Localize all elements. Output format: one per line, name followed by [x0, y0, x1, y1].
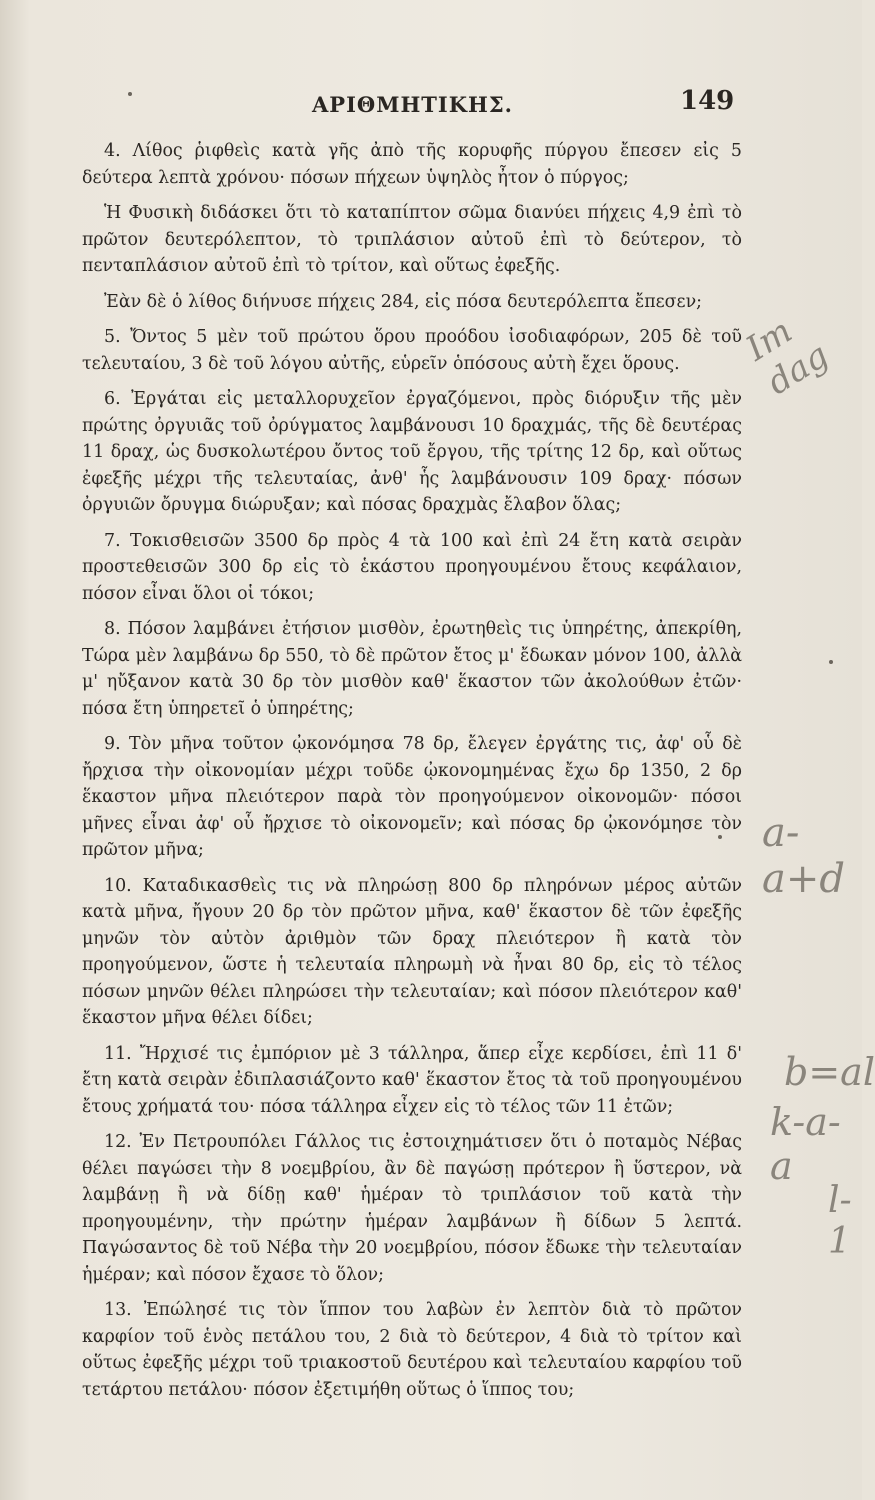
running-title: ΑΡΙΘΜΗΤΙΚΗΣ.	[312, 92, 513, 117]
problem-7: 7. Τοκισθεισῶν 3500 δρ πρὸς 4 τὰ 100 καὶ ἐπὶ 24 ἔτη κατὰ σειρὰν προστεθεισῶν 300 δρ εἰς τὸ ἑκάστου προηγουμένου ἔτους κεφάλαιον, πόσον εἶναι ὅλοι οἱ τόκοι;	[82, 530, 742, 604]
margin-handwriting-formula: a-a+d	[762, 810, 845, 902]
problem-4: 4. Λίθος ῥιφθεὶς κατὰ γῆς ἀπὸ τῆς κορυφῆς πύργου ἔπεσεν εἰς 5 δεύτερα λεπτὰ χρόνου· πόσων πήχεων ὑψηλὸς ἦτον ὁ πύργος;	[82, 141, 742, 188]
paragraph-physics: Ἡ Φυσικὴ διδάσκει ὅτι τὸ καταπίπτον σῶμα διανύει πήχεις 4,9 ἐπὶ τὸ πρῶτον δευτερόλεπτον, τὸ τριπλάσιον αὐτοῦ ἐπὶ τὸ δεύτερον, τὸ πενταπλάσιον αὐτοῦ ἐπὶ τὸ τρίτον, καὶ οὕτως ἐφεξῆς.	[82, 203, 742, 276]
page-number: 149	[680, 86, 735, 116]
body-text	[82, 138, 742, 1412]
ink-speck	[718, 835, 722, 839]
problem-13: 13. Ἐπώλησέ τις τὸν ἵππον του λαβὼν ἐν λεπτὸν διὰ τὸ πρῶτον καρφίον τοῦ ἑνὸς πετάλου του, 2 διὰ τὸ δεύτερον, 4 διὰ τὸ τρίτον καὶ οὕτως ἐφεξῆς μέχρι τοῦ τριακοστοῦ δευτέρου καὶ τελευταίου καρφίου τοῦ τετάρτου πετάλου· πόσον ἐξετιμήθη οὕτως ὁ ἵππος του;	[82, 1300, 742, 1400]
problem-8: 8. Πόσον λαμβάνει ἐτήσιον μισθὸν, ἐρωτηθεὶς τις ὑπηρέτης, ἀπεκρίθη, Τώρα μὲν λαμβάνω δρ 550, τὸ δὲ πρῶτον ἔτος μ' ἔδωκαν μόνον 100, ἀλλὰ μ' ηὔξανον κατὰ 30 δρ τὸν μισθὸν καθ' ἕκαστον τῶν ἀκολούθων ἐτῶν· πόσα ἔτη ὑπηρετεῖ ὁ ὑπηρέτης;	[82, 619, 742, 719]
problem-11: 11. Ἤρχισέ τις ἐμπόριον μὲ 3 τάλληρα, ἅπερ εἶχε κερδίσει, ἐπὶ 11 δ' ἔτη κατὰ σειρὰν ἐδιπλασιάζοντο καθ' ἕκαστον ἔτος τὰ τοῦ προηγουμένου ἔτους χρήματά του· πόσα τάλληρα εἶχεν εἰς τὸ τέλος τῶν 11 ἐτῶν;	[82, 1043, 742, 1117]
margin-handwriting-formula: l-1	[828, 1180, 852, 1262]
problem-9: 9. Τὸν μῆνα τοῦτον ᾠκονόμησα 78 δρ, ἔλεγεν ἐργάτης τις, ἀφ' οὗ δὲ ἤρχισα τὴν οἰκονομίαν μέχρι τοῦδε ᾠκονομημένας ἔχω δρ 1350, 2 δρ ἕκαστον μῆνα πλειότερον παρὰ τὸν προηγούμενον οἰκονομῶν· πόσοι μῆνες εἶναι ἀφ' οὗ ἤρχισε τὸ οἰκονομεῖν; καὶ πόσας δρ ᾠκονόμησε τὸν πρῶτον μῆνα;	[82, 734, 742, 860]
margin-handwriting-formula: k-a-a	[770, 1100, 841, 1188]
ink-speck	[128, 92, 132, 96]
problem-12: 12. Ἐν Πετρουπόλει Γάλλος τις ἐστοιχημάτισεν ὅτι ὁ ποταμὸς Νέβας θέλει παγώσει τὴν 8 νοεμβρίου, ἂν δὲ παγώσῃ πρότερον ἢ ὕστερον, νὰ λαμβάνῃ ἢ νὰ δίδῃ καθ' ἡμέραν τὸ τριπλάσιον τοῦ κατὰ τὴν προηγουμένην, τὴν πρώτην ἡμέραν λαμβάνων ἢ δίδων 5 λεπτά. Παγώσαντος δὲ τοῦ Νέβα τὴν 20 νοεμβρίου, πόσον ἔδωκε τὴν τελευταίαν ἡμέραν; καὶ πόσον ἔχασε τὸ ὅλον;	[82, 1132, 742, 1285]
problem-6: 6. Ἐργάται εἰς μεταλλορυχεῖον ἐργαζόμενοι, πρὸς διόρυξιν τῆς μὲν πρώτης ὀργυιᾶς τοῦ ὀρύγματος λαμβάνουσι 10 δραχμάς, τῆς δὲ δευτέρας 11 δραχ, ὡς δυσκολωτέρου ὄντος τοῦ ἔργου, τῆς τρίτης 12 δρ, καὶ οὕτως ἐφεξῆς μέχρι τῆς τελευταίας, ἀνθ' ἧς λαμβάνουσιν 109 δραχ· πόσων ὀργυιῶν ὄρυγμα διώρυξαν; καὶ πόσας δραχμὰς ἔλαβον ὅλας;	[82, 389, 742, 515]
ink-speck	[829, 660, 833, 664]
margin-handwriting-formula: b=al	[784, 1050, 875, 1094]
problem-5: 5. Ὄντος 5 μὲν τοῦ πρώτου ὅρου προόδου ἰσοδιαφόρων, 205 δὲ τοῦ τελευταίου, 3 δὲ τοῦ λόγου αὐτῆς, εὑρεῖν ὁπόσους αὐτὴ ἔχει ὅρους.	[82, 327, 742, 374]
paragraph-question: Ἐὰν δὲ ὁ λίθος διήνυσε πήχεις 284, εἰς πόσα δευτερόλεπτα ἔπεσεν;	[104, 291, 702, 312]
margin-handwriting-note: Im dag	[739, 311, 836, 404]
problem-10: 10. Καταδικασθεὶς τις νὰ πληρώσῃ 800 δρ πληρόνων μέρος αὐτῶν κατὰ μῆνα, ἤγουν 20 δρ τὸν πρῶτον μῆνα, καθ' ἕκαστον δὲ τῶν ἐφεξῆς μηνῶν τὸν αὐτὸν ἀριθμὸν τῶν δραχ πλειότερον ἢ κατὰ τὸν προηγούμενον, ὥστε ἡ τελευταία πληρωμὴ νὰ ἦναι 80 δρ, εἰς τὸ τέλος πόσων μηνῶν θέλει πληρώσει τὴν τελευταίαν; καὶ πόσον πλειότερον καθ' ἕκαστον μῆνα θέλει δίδει;	[82, 875, 742, 1028]
